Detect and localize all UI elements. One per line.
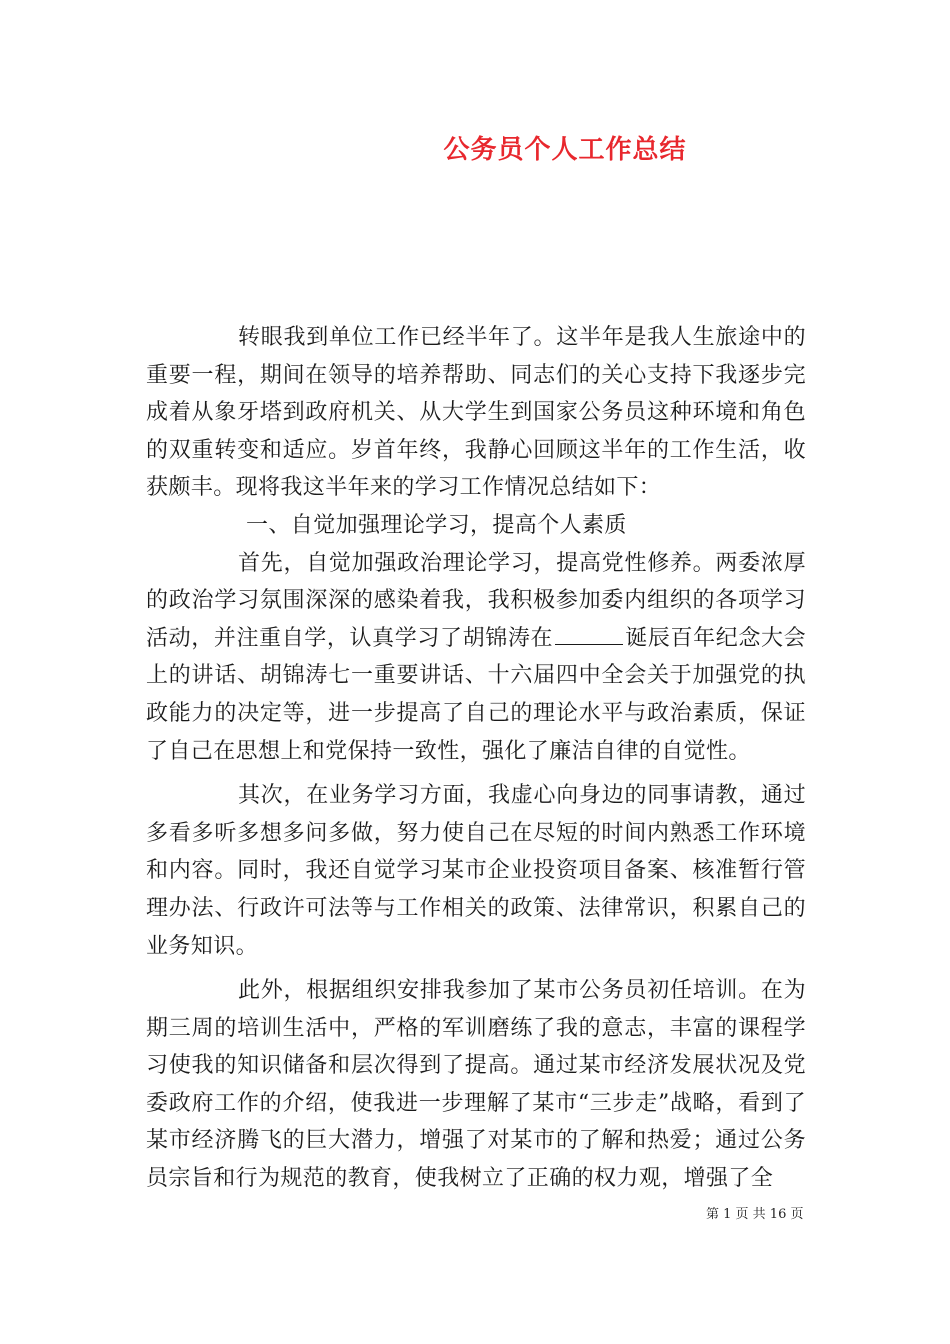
section-heading: 一、自觉加强理论学习，提高个人素质 xyxy=(246,512,627,538)
page-number: 第 1 页 共 16 页 xyxy=(706,1207,804,1222)
paragraph-text-after-blank: 诞辰百年纪念大会上的讲话、胡锦涛七一重要讲话、十六届四中全会关于加强党的执政能力的决定等，进一步提高了自己的理论水平与政治素质，保证了自己在思想上和党保持一致性，强化了廉洁自律的自觉性。 xyxy=(146,625,807,764)
paragraph-text-before-blank: 首先，自觉加强政治理论学习，提高党性修养。两委浓厚的政治学习氛围深深的感染着我，我积极参加委内组织的各项学习活动，并注重自学，认真学习了胡锦涛在 xyxy=(146,550,806,651)
paragraph-business-study: 其次，在业务学习方面，我虚心向身边的同事请教，通过多看多听多想多问多做，努力使自己在尽短的时间内熟悉工作环境和内容。同时，我还自觉学习某市企业投资项目备案、核准暂行管理办法、行政许可法等与工作相关的政策、法律常识，积累自己的业务知识。 xyxy=(146,783,806,959)
paragraph-political-study xyxy=(146,545,806,771)
document-title: 公务员个人工作总结 xyxy=(443,135,687,165)
blank-line xyxy=(555,624,623,645)
paragraph-intro: 转眼我到单位工作已经半年了。这半年是我人生旅途中的重要一程，期间在领导的培养帮助、同志们的关心支持下我逐步完成着从象牙塔到政府机关、从大学生到国家公务员这种环境和角色的双重转变和适应。岁首年终，我静心回顾这半年的工作生活，收获颇丰。现将我这半年来的学习工作情况总结如下： xyxy=(146,325,806,501)
paragraph-training: 此外，根据组织安排我参加了某市公务员初任培训。在为期三周的培训生活中，严格的军训磨练了我的意志，丰富的课程学习使我的知识储备和层次得到了提高。通过某市经济发展状况及党委政府工作的介绍，使我进一步理解了某市“三步走”战略，看到了某市经济腾飞的巨大潜力，增强了对某市的了解和热爱；通过公务员宗旨和行为规范的教育，使我树立了正确的权力观，增强了全 xyxy=(146,978,806,1192)
document-body xyxy=(146,319,806,1198)
